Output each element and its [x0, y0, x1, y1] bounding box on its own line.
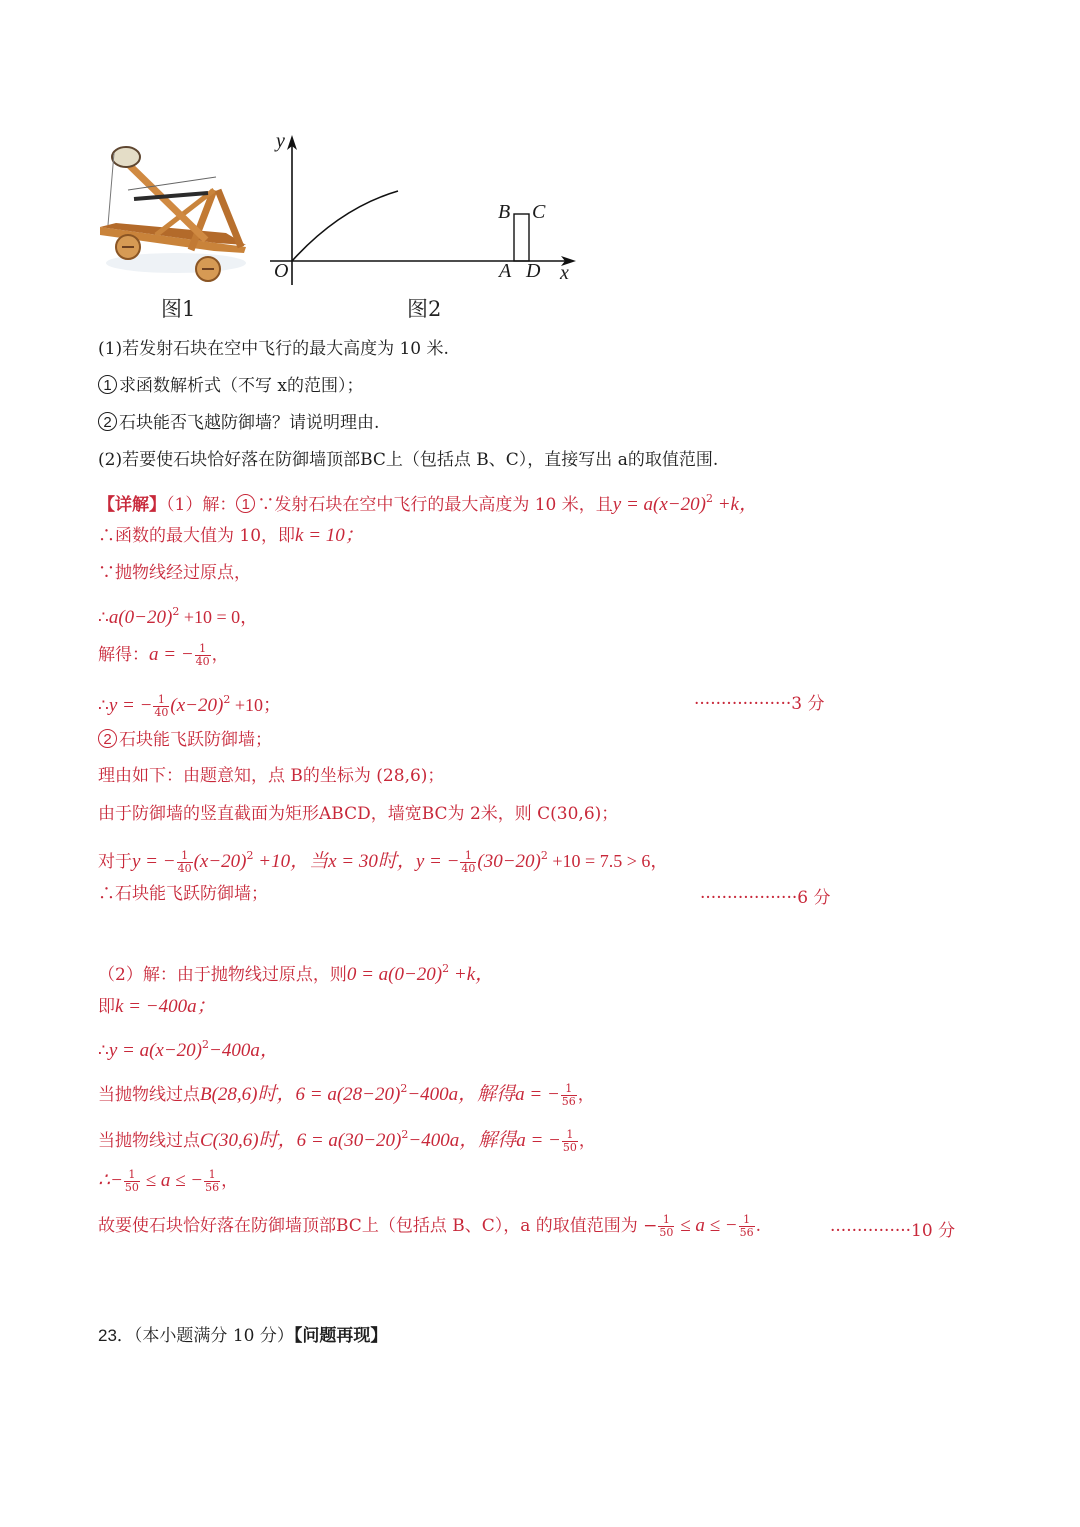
fraction: $\frac{1}{50}$ — [124, 1168, 139, 1194]
point-d-label: D — [526, 260, 541, 282]
x-axis-label: x — [560, 262, 569, 284]
solution-line-9: 由于防御墙的竖直截面为矩形ABCD，墙宽BC为 2米，则 C(30,6)； — [98, 804, 619, 824]
question-sub-2: 2 石块能否飞越防御墙？请说明理由. — [98, 411, 379, 435]
solution-line-2: ∴函数的最大值为 10，即k = 10； — [98, 525, 364, 546]
question-section-title: 【问题再现】 — [293, 1326, 388, 1346]
point-a-label: A — [499, 260, 512, 282]
question-part-2: (2)若要使石块恰好落在防御墙顶部BC上（包括点 B、C），直接写出 a的取值范围. — [98, 450, 719, 470]
solution-line-7: 2 石块能飞跃防御墙； — [98, 728, 272, 752]
y-axis-label: y — [276, 130, 285, 152]
score-marker-10: ···············10 分 — [830, 1221, 956, 1241]
fraction: $\frac{1}{56}$ — [561, 1082, 576, 1108]
question-score-info: （本小题满分 10 分） — [133, 1326, 294, 1346]
solution-part2-line-2: 即k = −400a； — [98, 996, 216, 1017]
fraction: $\frac{1}{56}$ — [205, 1168, 220, 1194]
circled-number-2: 2 — [98, 729, 117, 748]
solution-line-1: 【详解】（1）解： 1 ∵发射石块在空中飞行的最大高度为 10 米，且$y = a(x-20)^2 +k$， — [98, 492, 758, 515]
solution-line-6: ∴y = − $\frac{1}{40}$ $(x-20)^2 +10$； — [98, 693, 281, 719]
solution-part2-line-7: 故要使石块恰好落在防御墙顶部BC上（包括点 B、C），a 的取值范围为 − $\frac{1}{50}$ ≤ a ≤ − $\frac{1}{56}$ . — [98, 1213, 761, 1239]
fraction: $\frac{1}{40}$ — [195, 642, 210, 668]
fraction: $\frac{1}{50}$ — [659, 1213, 674, 1239]
solution-line-5: 解得：a = − $\frac{1}{40}$ ， — [98, 642, 229, 668]
question-part-1: (1)若发射石块在空中飞行的最大高度为 10 米. — [98, 339, 449, 359]
circled-number-1: 1 — [236, 494, 255, 513]
score-marker-3: ··················3 分 — [694, 694, 825, 714]
figure-1-caption: 图1 — [161, 297, 196, 321]
fraction: $\frac{1}{40}$ — [154, 693, 169, 719]
solution-part2-line-6: ∴− $\frac{1}{50}$ ≤ a ≤ − $\frac{1}{56}$ ， — [98, 1168, 239, 1194]
fraction: $\frac{1}{40}$ — [461, 849, 476, 875]
solution-part2-line-1: （2）解：由于抛物线过原点，则$0 = a(0-20)^2 +k$， — [98, 962, 495, 985]
circled-number-1: 1 — [98, 375, 117, 394]
origin-label: O — [274, 260, 289, 282]
figure-2-diagram — [270, 130, 580, 290]
solution-line-3: ∵抛物线经过原点， — [98, 563, 251, 583]
solution-part2-line-5: 当抛物线过点C(30,6)时，$6 = a(30-20)^2-400a$，解得a = − $\frac{1}{50}$ ， — [98, 1128, 596, 1154]
solution-header: 【详解】 — [98, 495, 166, 515]
question-sub-1: 1 求函数解析式（不写 x的范围）； — [98, 374, 364, 398]
solution-line-10: 对于y = − $\frac{1}{40}$ $(x-20)^2 +10$，当x = 30时，y = − $\frac{1}{40}$ $(30-20)^2 +10 = 7.5 > 6$， — [98, 849, 669, 875]
point-c-label: C — [532, 201, 546, 223]
fraction: $\frac{1}{40}$ — [177, 849, 192, 875]
fraction: $\frac{1}{56}$ — [739, 1213, 754, 1239]
solution-line-11: ∴石块能飞跃防御墙； — [98, 884, 268, 904]
solution-line-8: 理由如下：由题意知，点 B的坐标为 (28,6)； — [98, 766, 445, 786]
question-number: 23． — [98, 1326, 134, 1345]
solution-part2-line-3: ∴y = $a(x-20)^2-400a$， — [98, 1038, 279, 1061]
figure-1-catapult-image — [96, 135, 256, 285]
figure-2-caption: 图2 — [407, 297, 442, 321]
solution-part2-line-4: 当抛物线过点B(28,6)时，$6 = a(28-20)^2-400a$，解得a = − $\frac{1}{56}$ ， — [98, 1082, 595, 1108]
point-b-label: B — [498, 201, 511, 223]
catapult-icon — [96, 135, 256, 285]
score-marker-6: ··················6 分 — [700, 888, 831, 908]
solution-line-4: $\therefore a(0-20)^2 +10 = 0$， — [98, 605, 259, 628]
circled-number-2: 2 — [98, 412, 117, 431]
fraction: $\frac{1}{50}$ — [562, 1128, 577, 1154]
next-question-heading — [98, 1324, 387, 1348]
